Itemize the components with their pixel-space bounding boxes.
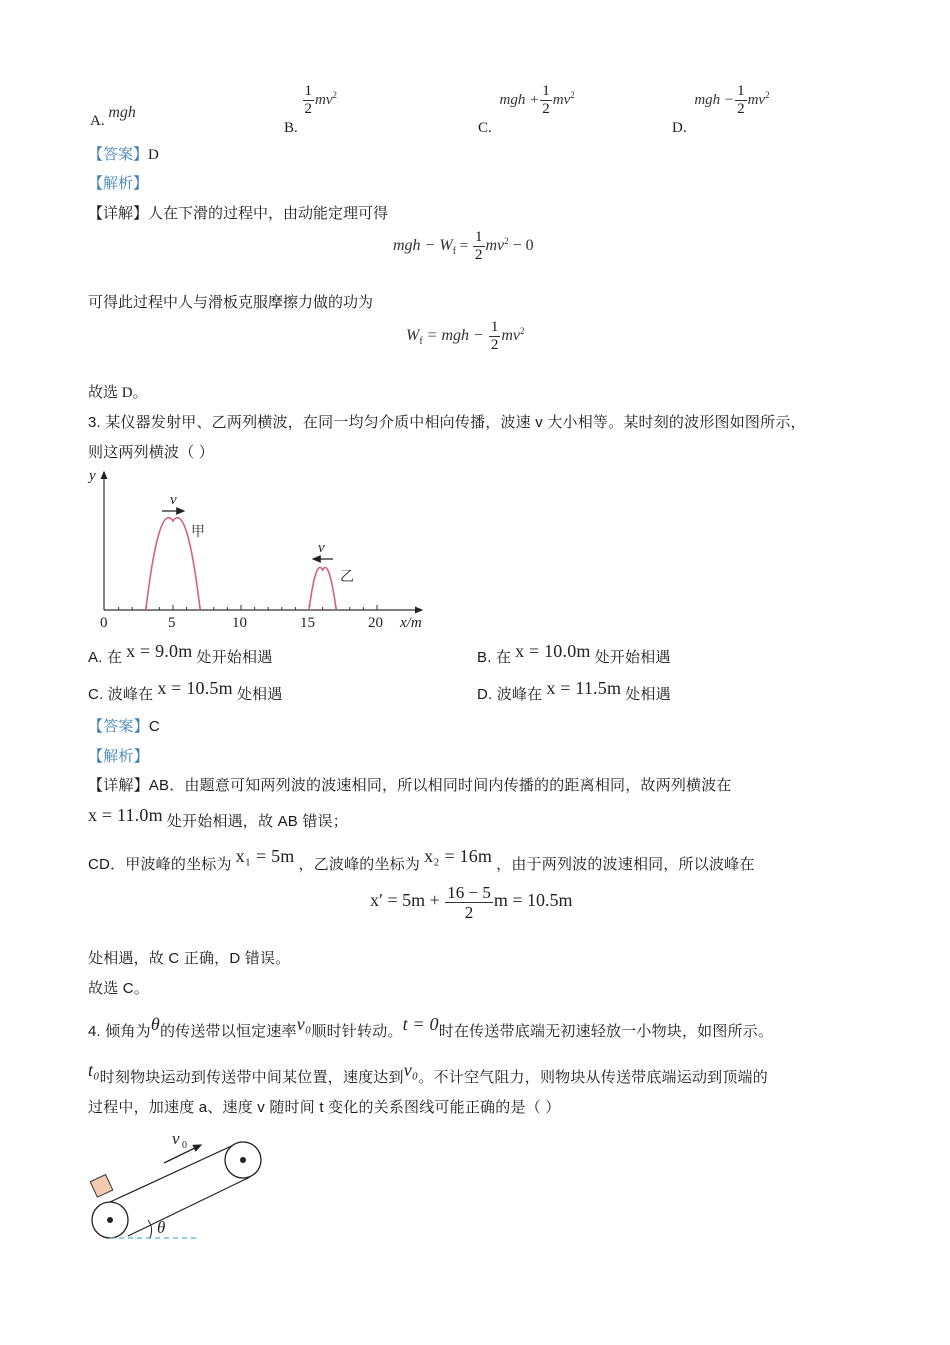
exponent: 2 <box>504 235 509 246</box>
wave2-label: 乙 <box>340 569 354 585</box>
option-label: C. <box>478 119 492 136</box>
stem-text: 的传送带以恒定速率 <box>159 1023 297 1040</box>
option-tail: 处开始相遇 <box>594 649 671 666</box>
q4-stem-line2 <box>88 1060 768 1087</box>
stem-text: 4. 倾角为 <box>88 1023 151 1040</box>
denominator: 2 <box>304 101 313 117</box>
subscript: f <box>452 245 457 257</box>
option-label: B. 在 <box>477 649 512 666</box>
denominator: 2 <box>490 337 499 353</box>
eq-part: m = 10.5m <box>493 889 573 910</box>
option-expr: x = 10.0m <box>515 641 591 661</box>
q3-option-a <box>88 641 273 667</box>
tick-15: 15 <box>300 615 315 631</box>
exponent: 2 <box>519 325 525 336</box>
inline-expr: x = 11.0m <box>88 805 163 825</box>
option-label: A. 在 <box>88 649 123 666</box>
option-d <box>672 83 770 136</box>
numerator: 1 <box>475 229 483 245</box>
option-expr: mv <box>552 91 571 108</box>
option-b <box>284 83 338 136</box>
question-stem: 3. 某仪器发射甲、乙两列横波，在同一均匀介质中相向传播，波速 v 大小相等。某时刻的波形图如图所示， <box>88 414 806 431</box>
v0-subscript: 0 <box>182 1140 187 1151</box>
answer-tag: 【答案】 <box>88 147 149 163</box>
eq-part: − 0 <box>508 236 534 254</box>
t-equals-zero: t = 0 <box>402 1014 439 1034</box>
equation-2 <box>406 320 524 353</box>
q3-detail-line1 <box>88 774 732 795</box>
inline-expr: x₁ = 5m <box>235 846 295 866</box>
option-expr: x = 11.5m <box>546 678 622 698</box>
tick-5: 5 <box>168 615 176 631</box>
numerator: 1 <box>542 83 550 99</box>
q3-option-b <box>477 641 671 667</box>
detail-tag: 【详解】 <box>88 777 149 794</box>
v0-symbol: v₀ <box>403 1060 419 1080</box>
detail-text: ，乙波峰的坐标为 <box>298 856 421 873</box>
numerator: 1 <box>304 83 313 99</box>
option-expr: mgh <box>108 104 136 121</box>
question-stem: 则这两列横波（ ） <box>88 444 214 461</box>
detail-text: CD．甲波峰的坐标为 <box>88 856 232 873</box>
q3-option-c <box>88 678 283 704</box>
theta-symbol: θ <box>150 1014 160 1034</box>
v-label-2: v <box>318 540 325 556</box>
numerator: 1 <box>490 319 499 335</box>
answer-line <box>88 143 159 164</box>
option-expr: mv <box>315 91 333 108</box>
q3-detail-line3 <box>88 846 755 874</box>
detail-text: 处相遇，故 C 正确，D 错误。 <box>88 950 291 967</box>
eq-part: mv <box>501 326 520 344</box>
eq-part: = <box>456 237 472 254</box>
inline-expr: x₂ = 16m <box>424 846 493 866</box>
analysis-tag: 【解析】 <box>88 748 149 765</box>
option-expr: mgh − <box>694 91 735 108</box>
option-a <box>90 104 136 130</box>
conclusion: 故选 D。 <box>88 385 148 401</box>
exponent: 2 <box>570 89 575 100</box>
q3-detail-line2 <box>88 805 348 831</box>
tick-10: 10 <box>232 615 247 631</box>
equation-1 <box>393 230 534 263</box>
detail-text: ，由于两列波的波速相同，所以波峰在 <box>496 856 755 873</box>
option-expr: x = 9.0m <box>126 641 193 661</box>
denominator: 2 <box>737 101 745 117</box>
subscript: f <box>419 335 423 347</box>
stem-text: 时在传送带底端无初速轻放一小物块，如图所示。 <box>438 1023 774 1040</box>
v0-label: v <box>172 1129 180 1148</box>
x-axis-label: x/m <box>400 615 422 631</box>
option-label: C. 波峰在 <box>88 686 154 703</box>
q3-answer-line <box>88 715 160 736</box>
option-label: D. <box>672 119 687 136</box>
q4-stem-line1 <box>88 1014 774 1041</box>
q3-option-d <box>477 678 671 704</box>
conveyor-figure <box>80 1120 280 1250</box>
option-label: D. 波峰在 <box>477 686 543 703</box>
option-label: B. <box>284 119 298 136</box>
option-expr: mv <box>747 91 766 108</box>
denominator: 2 <box>464 903 474 922</box>
stem-text: 顺时针转动。 <box>311 1023 403 1040</box>
y-axis-label: y <box>89 468 96 484</box>
detail-text: 处开始相遇，故 AB 错误； <box>166 813 348 830</box>
detail-text: 可得此过程中人与滑板克服摩擦力做的功为 <box>88 295 374 311</box>
v0-symbol: v₀ <box>296 1014 312 1034</box>
conclusion: 故选 C。 <box>88 980 150 997</box>
answer-tag: 【答案】 <box>88 718 149 735</box>
option-tail: 处开始相遇 <box>196 649 273 666</box>
stem-text: 。不计空气阻力，则物块从传送带底端运动到顶端的 <box>418 1069 768 1086</box>
numerator: 1 <box>737 83 745 99</box>
denominator: 2 <box>475 247 483 263</box>
theta-label: θ <box>157 1218 166 1237</box>
eq-part: W <box>406 326 420 344</box>
detail-text: 人在下滑的过程中，由动能定理可得 <box>148 206 389 222</box>
v-label-1: v <box>170 492 177 508</box>
option-c <box>478 83 575 136</box>
option-expr: mgh + <box>499 91 540 108</box>
eq-part: mgh − W <box>393 236 453 254</box>
option-tail: 处相遇 <box>236 686 283 703</box>
t0-symbol: t₀ <box>88 1060 100 1080</box>
eq-part: mv <box>485 236 505 254</box>
exponent: 2 <box>765 89 770 100</box>
detail-line <box>88 202 388 223</box>
eq-part: x′ = 5m + <box>370 889 445 910</box>
wave1-label: 甲 <box>191 524 205 540</box>
stem-text: 时刻物块运动到传送带中间某位置，速度达到 <box>99 1069 404 1086</box>
detail-tag: 【详解】 <box>88 206 149 222</box>
denominator: 2 <box>542 101 550 117</box>
tick-0: 0 <box>100 615 108 631</box>
option-label: A. <box>90 113 105 129</box>
q4-stem-line3: 过程中，加速度 a、速度 v 随时间 t 变化的关系图线可能正确的是（ ） <box>88 1099 561 1116</box>
q3-equation <box>370 884 573 921</box>
exponent: 2 <box>332 89 338 100</box>
option-tail: 处相遇 <box>625 686 671 703</box>
answer-value: C <box>148 718 160 735</box>
wave-figure <box>80 460 440 635</box>
numerator: 16 − 5 <box>447 883 491 902</box>
tick-20: 20 <box>368 615 383 631</box>
analysis-tag: 【解析】 <box>88 176 149 192</box>
option-expr: x = 10.5m <box>157 678 233 698</box>
detail-text: AB．由题意可知两列波的波速相同，所以相同时间内传播的的距离相同，故两列横波在 <box>148 777 732 794</box>
eq-part: = mgh − <box>422 326 488 344</box>
answer-value: D <box>148 147 159 163</box>
